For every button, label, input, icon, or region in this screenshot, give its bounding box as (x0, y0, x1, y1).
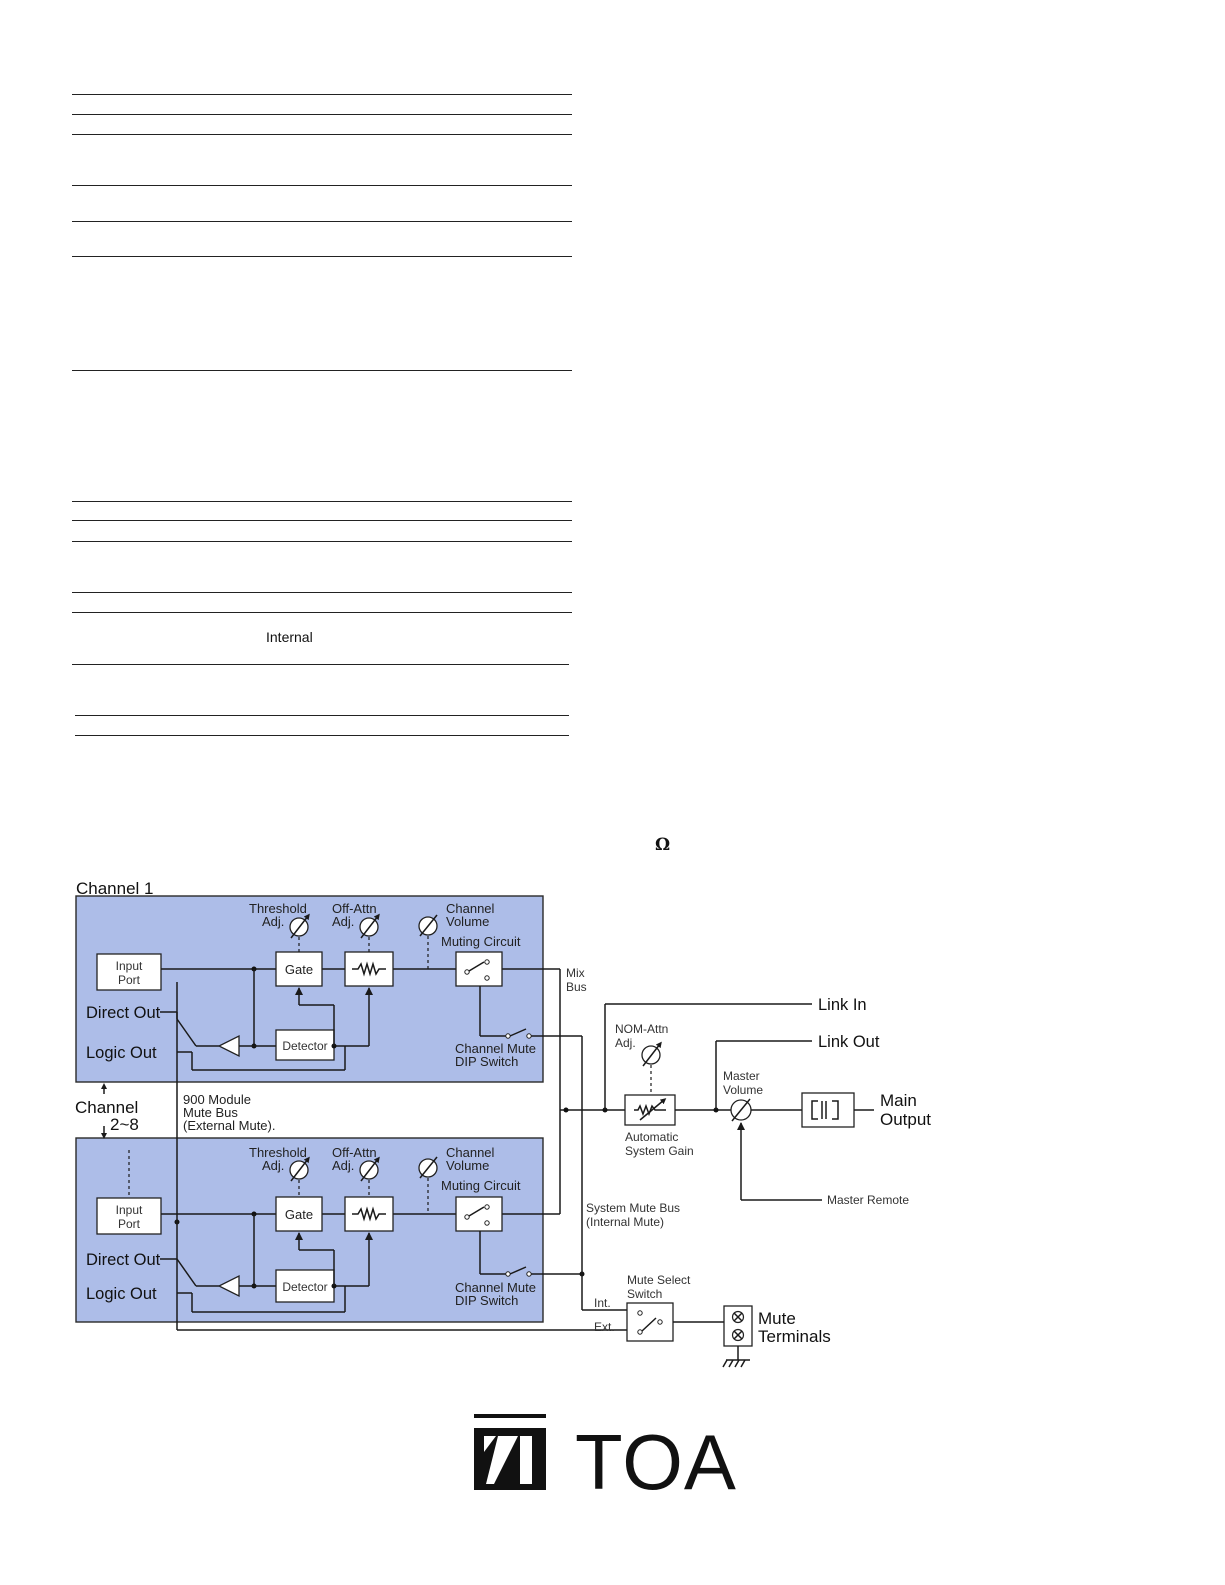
off-attn-label: Adj. (332, 914, 355, 929)
ground-icon (723, 1346, 750, 1367)
logic-out-label: Logic Out (86, 1044, 157, 1062)
direct-out-label: Direct Out (86, 1251, 161, 1269)
mute-terminals-label: Terminals (758, 1327, 831, 1346)
channel-mute-dip-label: DIP Switch (455, 1293, 519, 1308)
mute-select-switch-label: Mute Select (627, 1273, 691, 1287)
mix-bus-label: Bus (566, 980, 587, 994)
muting-circuit-label: Muting Circuit (441, 1178, 521, 1193)
input-port-label: Port (117, 1217, 141, 1231)
channel-volume-label: Channel (446, 901, 495, 916)
channel-volume-label: Volume (446, 914, 490, 929)
int-label: Int. (594, 1296, 611, 1310)
input-port-label: Port (117, 973, 141, 987)
nom-attn-label: NOM-Attn (615, 1022, 669, 1036)
threshold-label: Adj. (262, 1158, 285, 1173)
master-remote-label: Master Remote (827, 1193, 910, 1207)
detector-label: Detector (282, 1280, 328, 1294)
muting-circuit-box (456, 1197, 502, 1231)
input-port-label: Input (115, 959, 143, 973)
toa-logo (474, 1414, 737, 1506)
master-volume-label: Master (723, 1069, 760, 1083)
ext-label: Ext. (594, 1320, 615, 1334)
channel-mute-dip-label: Channel Mute (455, 1280, 536, 1295)
table-cell-text: Internal (266, 629, 313, 645)
direct-out-label: Direct Out (86, 1004, 161, 1022)
input-port-label: Input (115, 1203, 143, 1217)
link-out-label: Link Out (818, 1033, 880, 1051)
mute-select-switch-box (627, 1303, 673, 1341)
channel-range-label: Channel (75, 1098, 139, 1117)
nom-attn-knob-icon (642, 1044, 660, 1095)
gate-label: Gate (284, 1207, 314, 1222)
off-attn-label: Adj. (332, 1158, 355, 1173)
master-volume-label: Volume (723, 1083, 764, 1097)
system-mute-bus-label: (Internal Mute) (586, 1215, 665, 1229)
link-in-label: Link In (818, 996, 867, 1014)
output-transformer-box (802, 1093, 854, 1127)
logic-out-label: Logic Out (86, 1285, 157, 1303)
off-attn-label: Off-Attn (332, 1145, 377, 1160)
channel-mute-dip-label: DIP Switch (455, 1054, 519, 1069)
muting-circuit-box (456, 952, 502, 986)
threshold-label: Adj. (262, 914, 285, 929)
automatic-system-gain-label: Automatic (625, 1130, 679, 1144)
master-volume-knob-icon (731, 1099, 751, 1121)
module-mute-bus-label: Mute Bus (183, 1105, 238, 1120)
main-output-label: Output (880, 1110, 932, 1129)
ohm-symbol: Ω (655, 835, 671, 855)
automatic-system-gain-label: System Gain (625, 1144, 694, 1158)
system-mute-bus-label: System Mute Bus (586, 1201, 681, 1215)
off-attn-label: Off-Attn (332, 901, 377, 916)
nom-attn-label: Adj. (615, 1036, 636, 1050)
module-mute-bus-label: 900 Module (183, 1092, 251, 1107)
channel-volume-label: Channel (446, 1145, 495, 1160)
mute-terminals-label: Mute (758, 1309, 796, 1328)
detector-label: Detector (282, 1039, 328, 1053)
channel-range-label: 2~8 (110, 1115, 139, 1134)
mute-select-switch-label: Switch (627, 1287, 663, 1301)
logo-brand-text: TOA (575, 1418, 737, 1506)
mix-bus-label: Mix (566, 966, 585, 980)
threshold-label: Threshold (249, 901, 307, 916)
module-mute-bus-label: (External Mute). (183, 1118, 276, 1133)
channel-mute-dip-label: Channel Mute (455, 1041, 536, 1056)
gate-label: Gate (284, 962, 314, 977)
channel-volume-label: Volume (446, 1158, 490, 1173)
channel1-title: Channel 1 (76, 879, 154, 898)
main-output-label: Main (880, 1091, 917, 1110)
threshold-label: Threshold (249, 1145, 307, 1160)
muting-circuit-label: Muting Circuit (441, 934, 521, 949)
